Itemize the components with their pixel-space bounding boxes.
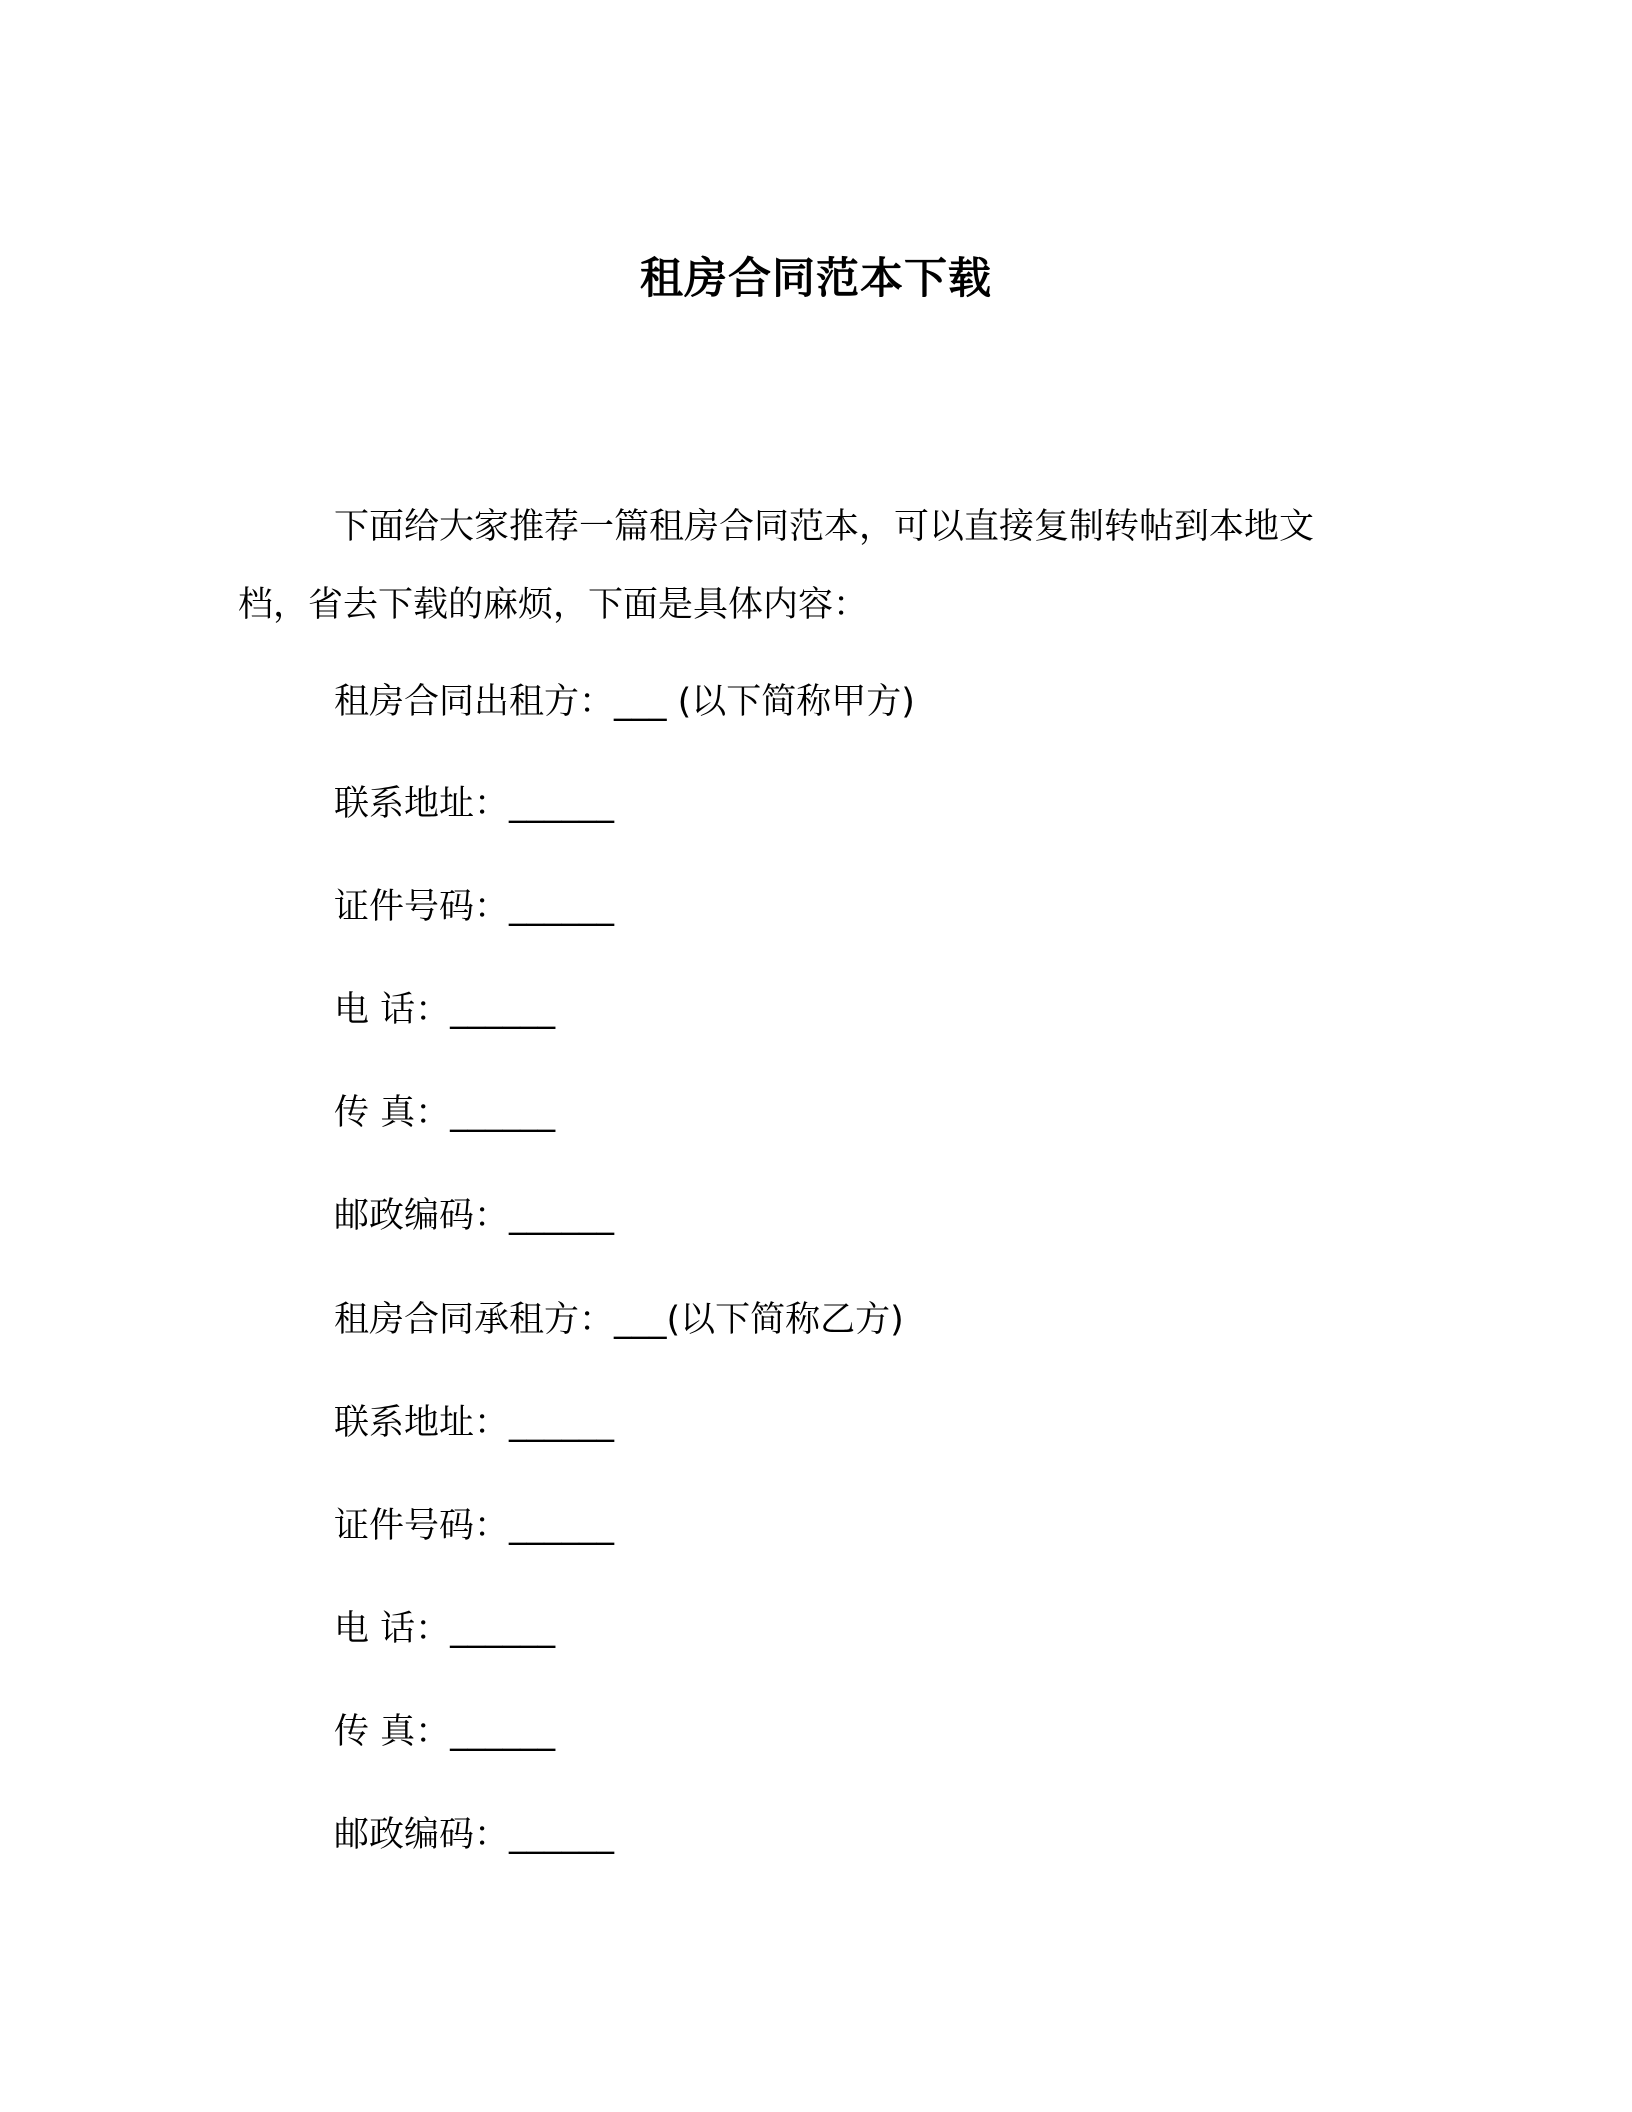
lessor-address-field: 联系地址：______ — [334, 784, 615, 824]
lessor-phone-field: 电 话：______ — [334, 990, 556, 1030]
lessee-id-number-field: 证件号码：______ — [334, 1506, 615, 1546]
lessee-fax-field: 传 真：______ — [334, 1712, 556, 1752]
lessor-postcode-field: 邮政编码：______ — [334, 1196, 615, 1236]
lessor-name-field: 租房合同出租方：___ (以下简称甲方) — [334, 682, 915, 722]
lessor-fax-field: 传 真：______ — [334, 1093, 556, 1133]
lessee-address-field: 联系地址：______ — [334, 1403, 615, 1443]
lessee-phone-field: 电 话：______ — [334, 1609, 556, 1649]
lessor-id-number-field: 证件号码：______ — [334, 887, 615, 927]
lessee-name-field: 租房合同承租方：___(以下简称乙方) — [334, 1300, 904, 1340]
intro-paragraph: 下面给大家推荐一篇租房合同范本，可以直接复制转帖到本地文档，省去下载的麻烦，下面是具体内容： — [238, 507, 1315, 625]
lessee-postcode-field: 邮政编码：______ — [334, 1815, 615, 1855]
document-title: 租房合同范本下载 — [640, 253, 992, 304]
